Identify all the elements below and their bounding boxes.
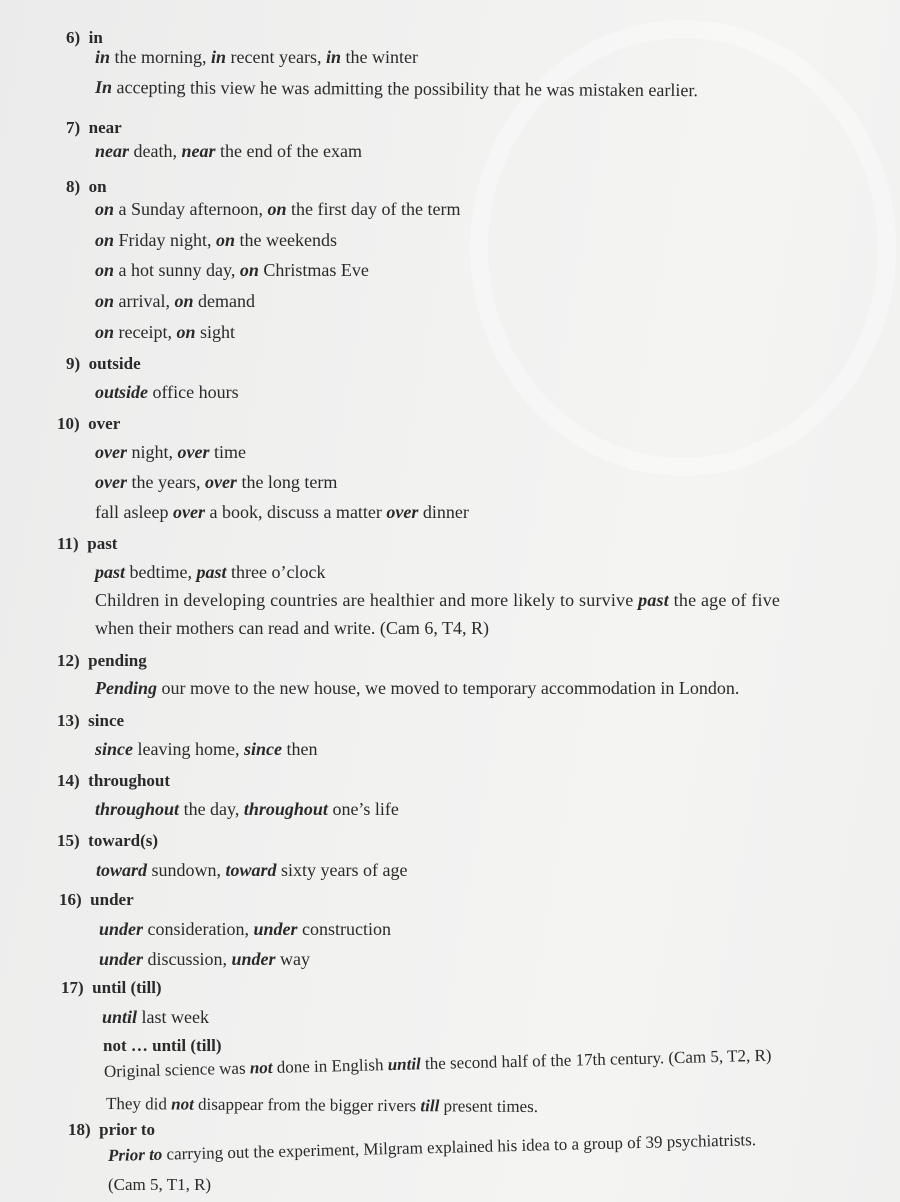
entry-13-heading: 13) since [57, 711, 125, 730]
entry-7-example-1: near death, near the end of the exam [95, 141, 362, 161]
entry-8-example-4: on arrival, on demand [95, 291, 255, 311]
entry-9-heading: 9) outside [66, 354, 141, 373]
entry-16-example-1: under consideration, under construction [99, 919, 391, 939]
entry-18-heading: 18) prior to [68, 1120, 156, 1139]
entry-11-heading: 11) past [57, 534, 118, 553]
entry-13-example-1: since leaving home, since then [95, 739, 318, 759]
entry-16-example-2: under discussion, under way [99, 949, 311, 969]
entry-17-example-1: until last week [102, 1007, 210, 1027]
entry-6-example-1: in the morning, in recent years, in the winter [95, 47, 418, 67]
entry-16-heading: 16) under [59, 890, 134, 909]
entry-8-example-2: on Friday night, on the weekends [95, 230, 337, 250]
entry-10-example-2: over the years, over the long term [95, 472, 338, 492]
entry-8-example-1: on a Sunday afternoon, on the first day of the term [95, 199, 461, 219]
entry-15-heading: 15) toward(s) [57, 831, 159, 850]
entry-15-example-1: toward sundown, toward sixty years of age [96, 860, 408, 880]
entry-10-heading: 10) over [57, 414, 121, 433]
entry-9-example-1: outside office hours [95, 382, 239, 402]
entry-7-heading: 7) near [66, 118, 122, 137]
entry-6-example-2: In accepting this view he was admitting the possibility that he was mistaken earlier. [94, 77, 698, 101]
entry-14-heading: 14) throughout [57, 771, 171, 790]
entry-11-example-2: Children in developing countries are healthier and more likely to survive past the age of five [95, 590, 781, 610]
entry-11-example-1: past bedtime, past three o’clock [95, 562, 326, 582]
entry-8-example-5: on receipt, on sight [95, 322, 236, 342]
entry-8-example-3: on a hot sunny day, on Christmas Eve [95, 260, 369, 280]
entry-6-heading: 6) in [66, 28, 103, 47]
entry-8-heading: 8) on [66, 177, 107, 196]
entry-17-heading: 17) until (till) [61, 978, 162, 997]
entry-10-example-3: fall asleep over a book, discuss a matter over dinner [95, 502, 469, 522]
entry-17-example-3: They did not disappear from the bigger rivers till present times. [105, 1094, 539, 1117]
entry-11-example-3: when their mothers can read and write. (Cam 6, T4, R) [95, 618, 490, 638]
entry-18-example-2: (Cam 5, T1, R) [108, 1175, 212, 1194]
entry-10-example-1: over night, over time [95, 442, 246, 462]
entry-12-heading: 12) pending [57, 651, 147, 670]
entry-12-example-1: Pending our move to the new house, we moved to temporary accommodation in London. [95, 678, 740, 698]
entry-17-example-2: Original science was not done in English until the second half of the 17th century. (Cam 5, T2, R) [103, 1045, 772, 1081]
entry-18-example-1: Prior to carrying out the experiment, Milgram explained his idea to a group of 39 psychiatrists. [107, 1130, 757, 1165]
entry-14-example-1: throughout the day, throughout one’s life [95, 799, 399, 819]
entry-17-subheading: not … until (till) [103, 1036, 222, 1055]
